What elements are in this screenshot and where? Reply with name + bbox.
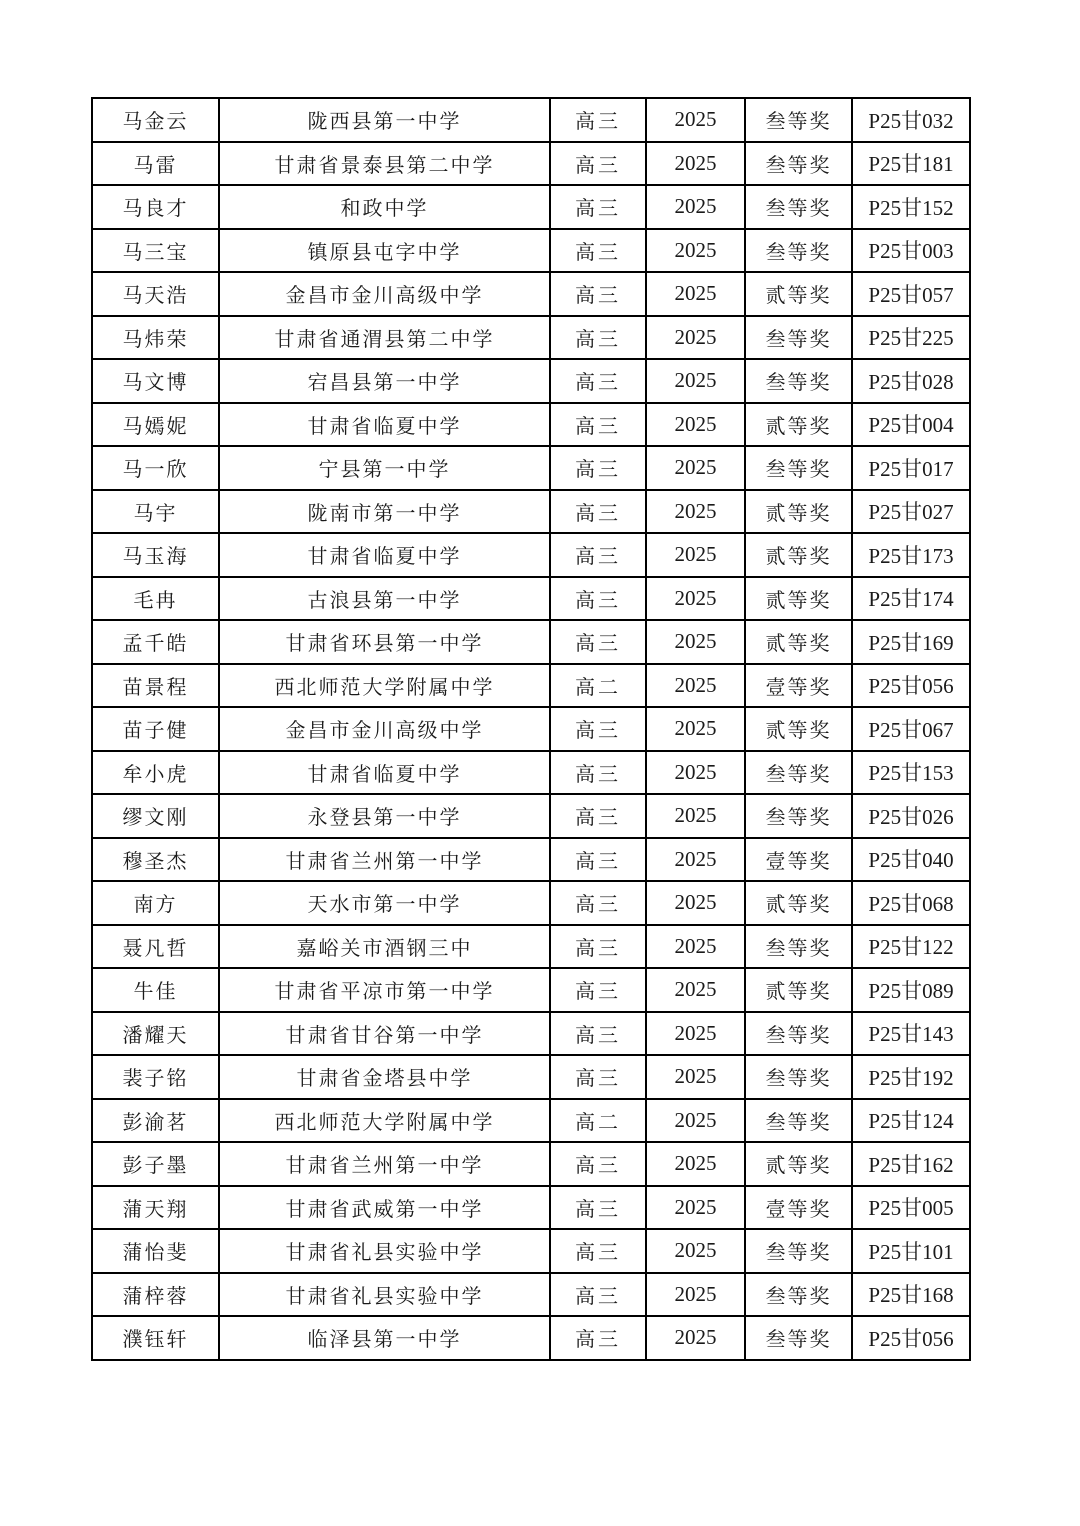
table-row xyxy=(92,925,970,969)
student-name-cell: 马天浩 xyxy=(92,272,219,316)
grade-cell: 高三 xyxy=(550,490,646,534)
certificate-number-cell: P25甘028 xyxy=(852,359,970,403)
award-level-cell: 贰等奖 xyxy=(745,533,852,577)
school-cell: 西北师范大学附属中学 xyxy=(219,1099,550,1143)
school-cell: 天水市第一中学 xyxy=(219,881,550,925)
certificate-number-cell: P25甘005 xyxy=(852,1186,970,1230)
table-row xyxy=(92,446,970,490)
certificate-number-cell: P25甘003 xyxy=(852,229,970,273)
year-cell: 2025 xyxy=(646,403,745,447)
award-level-cell: 贰等奖 xyxy=(745,403,852,447)
student-name-cell: 马炜荣 xyxy=(92,316,219,360)
year-cell: 2025 xyxy=(646,1273,745,1317)
award-level-cell: 叁等奖 xyxy=(745,446,852,490)
award-level-cell: 叁等奖 xyxy=(745,316,852,360)
certificate-number-cell: P25甘068 xyxy=(852,881,970,925)
grade-cell: 高三 xyxy=(550,1055,646,1099)
certificate-number-cell: P25甘192 xyxy=(852,1055,970,1099)
student-name-cell: 聂凡哲 xyxy=(92,925,219,969)
table-row xyxy=(92,533,970,577)
grade-cell: 高三 xyxy=(550,403,646,447)
grade-cell: 高三 xyxy=(550,1012,646,1056)
school-cell: 宁县第一中学 xyxy=(219,446,550,490)
grade-cell: 高三 xyxy=(550,925,646,969)
year-cell: 2025 xyxy=(646,1012,745,1056)
school-cell: 金昌市金川高级中学 xyxy=(219,272,550,316)
award-level-cell: 贰等奖 xyxy=(745,272,852,316)
grade-cell: 高三 xyxy=(550,229,646,273)
year-cell: 2025 xyxy=(646,1055,745,1099)
student-name-cell: 马一欣 xyxy=(92,446,219,490)
school-cell: 金昌市金川高级中学 xyxy=(219,707,550,751)
table-row xyxy=(92,794,970,838)
certificate-number-cell: P25甘225 xyxy=(852,316,970,360)
student-name-cell: 马三宝 xyxy=(92,229,219,273)
table-row xyxy=(92,577,970,621)
award-level-cell: 叁等奖 xyxy=(745,1229,852,1273)
certificate-number-cell: P25甘032 xyxy=(852,98,970,142)
student-name-cell: 马金云 xyxy=(92,98,219,142)
year-cell: 2025 xyxy=(646,316,745,360)
student-name-cell: 潘耀天 xyxy=(92,1012,219,1056)
school-cell: 甘肃省武威第一中学 xyxy=(219,1186,550,1230)
table-row xyxy=(92,1099,970,1143)
certificate-number-cell: P25甘168 xyxy=(852,1273,970,1317)
school-cell: 甘肃省通渭县第二中学 xyxy=(219,316,550,360)
student-name-cell: 毛冉 xyxy=(92,577,219,621)
certificate-number-cell: P25甘153 xyxy=(852,751,970,795)
school-cell: 甘肃省兰州第一中学 xyxy=(219,838,550,882)
grade-cell: 高三 xyxy=(550,316,646,360)
table-row xyxy=(92,316,970,360)
award-level-cell: 叁等奖 xyxy=(745,185,852,229)
year-cell: 2025 xyxy=(646,968,745,1012)
student-name-cell: 孟千皓 xyxy=(92,620,219,664)
table-row xyxy=(92,490,970,534)
table-row xyxy=(92,98,970,142)
year-cell: 2025 xyxy=(646,1099,745,1143)
certificate-number-cell: P25甘162 xyxy=(852,1142,970,1186)
certificate-number-cell: P25甘040 xyxy=(852,838,970,882)
award-level-cell: 叁等奖 xyxy=(745,1273,852,1317)
student-name-cell: 牛佳 xyxy=(92,968,219,1012)
grade-cell: 高三 xyxy=(550,1142,646,1186)
student-name-cell: 濮钰轩 xyxy=(92,1316,219,1360)
certificate-number-cell: P25甘056 xyxy=(852,664,970,708)
school-cell: 镇原县屯字中学 xyxy=(219,229,550,273)
year-cell: 2025 xyxy=(646,490,745,534)
award-level-cell: 叁等奖 xyxy=(745,142,852,186)
grade-cell: 高三 xyxy=(550,272,646,316)
certificate-number-cell: P25甘169 xyxy=(852,620,970,664)
school-cell: 永登县第一中学 xyxy=(219,794,550,838)
certificate-number-cell: P25甘004 xyxy=(852,403,970,447)
certificate-number-cell: P25甘026 xyxy=(852,794,970,838)
certificate-number-cell: P25甘101 xyxy=(852,1229,970,1273)
award-level-cell: 贰等奖 xyxy=(745,707,852,751)
table-row xyxy=(92,403,970,447)
student-name-cell: 缪文刚 xyxy=(92,794,219,838)
table-row xyxy=(92,664,970,708)
year-cell: 2025 xyxy=(646,664,745,708)
table-row xyxy=(92,185,970,229)
student-name-cell: 苗子健 xyxy=(92,707,219,751)
student-name-cell: 裴子铭 xyxy=(92,1055,219,1099)
table-row xyxy=(92,1055,970,1099)
certificate-number-cell: P25甘174 xyxy=(852,577,970,621)
school-cell: 甘肃省景泰县第二中学 xyxy=(219,142,550,186)
year-cell: 2025 xyxy=(646,1316,745,1360)
award-level-cell: 贰等奖 xyxy=(745,577,852,621)
student-name-cell: 南方 xyxy=(92,881,219,925)
year-cell: 2025 xyxy=(646,1142,745,1186)
school-cell: 西北师范大学附属中学 xyxy=(219,664,550,708)
school-cell: 甘肃省临夏中学 xyxy=(219,403,550,447)
year-cell: 2025 xyxy=(646,577,745,621)
grade-cell: 高三 xyxy=(550,185,646,229)
award-level-cell: 叁等奖 xyxy=(745,1012,852,1056)
grade-cell: 高三 xyxy=(550,794,646,838)
certificate-number-cell: P25甘122 xyxy=(852,925,970,969)
grade-cell: 高三 xyxy=(550,1229,646,1273)
school-cell: 甘肃省临夏中学 xyxy=(219,533,550,577)
table-row xyxy=(92,881,970,925)
table-row xyxy=(92,359,970,403)
school-cell: 甘肃省临夏中学 xyxy=(219,751,550,795)
student-name-cell: 马雷 xyxy=(92,142,219,186)
year-cell: 2025 xyxy=(646,707,745,751)
certificate-number-cell: P25甘057 xyxy=(852,272,970,316)
certificate-number-cell: P25甘027 xyxy=(852,490,970,534)
student-name-cell: 牟小虎 xyxy=(92,751,219,795)
school-cell: 甘肃省甘谷第一中学 xyxy=(219,1012,550,1056)
table-row xyxy=(92,751,970,795)
certificate-number-cell: P25甘124 xyxy=(852,1099,970,1143)
grade-cell: 高三 xyxy=(550,1186,646,1230)
certificate-number-cell: P25甘143 xyxy=(852,1012,970,1056)
table-row xyxy=(92,1316,970,1360)
grade-cell: 高三 xyxy=(550,142,646,186)
award-list-body xyxy=(92,98,970,1360)
year-cell: 2025 xyxy=(646,185,745,229)
student-name-cell: 马玉海 xyxy=(92,533,219,577)
student-name-cell: 马文博 xyxy=(92,359,219,403)
grade-cell: 高三 xyxy=(550,838,646,882)
table-row xyxy=(92,838,970,882)
school-cell: 古浪县第一中学 xyxy=(219,577,550,621)
grade-cell: 高三 xyxy=(550,446,646,490)
student-name-cell: 蒲天翔 xyxy=(92,1186,219,1230)
table-row xyxy=(92,707,970,751)
year-cell: 2025 xyxy=(646,881,745,925)
award-level-cell: 贰等奖 xyxy=(745,881,852,925)
school-cell: 甘肃省礼县实验中学 xyxy=(219,1229,550,1273)
grade-cell: 高三 xyxy=(550,1316,646,1360)
school-cell: 甘肃省平凉市第一中学 xyxy=(219,968,550,1012)
grade-cell: 高三 xyxy=(550,881,646,925)
table-row xyxy=(92,272,970,316)
year-cell: 2025 xyxy=(646,620,745,664)
school-cell: 和政中学 xyxy=(219,185,550,229)
grade-cell: 高三 xyxy=(550,359,646,403)
award-level-cell: 贰等奖 xyxy=(745,1142,852,1186)
year-cell: 2025 xyxy=(646,98,745,142)
table-row xyxy=(92,1186,970,1230)
student-name-cell: 蒲梓蓉 xyxy=(92,1273,219,1317)
award-level-cell: 叁等奖 xyxy=(745,1055,852,1099)
certificate-number-cell: P25甘017 xyxy=(852,446,970,490)
table-row xyxy=(92,142,970,186)
grade-cell: 高二 xyxy=(550,664,646,708)
year-cell: 2025 xyxy=(646,1186,745,1230)
student-name-cell: 苗景程 xyxy=(92,664,219,708)
year-cell: 2025 xyxy=(646,794,745,838)
year-cell: 2025 xyxy=(646,446,745,490)
table-row xyxy=(92,968,970,1012)
school-cell: 嘉峪关市酒钢三中 xyxy=(219,925,550,969)
certificate-number-cell: P25甘181 xyxy=(852,142,970,186)
award-level-cell: 贰等奖 xyxy=(745,490,852,534)
table-row xyxy=(92,229,970,273)
grade-cell: 高二 xyxy=(550,1099,646,1143)
award-level-cell: 叁等奖 xyxy=(745,1099,852,1143)
year-cell: 2025 xyxy=(646,1229,745,1273)
school-cell: 甘肃省金塔县中学 xyxy=(219,1055,550,1099)
award-level-cell: 叁等奖 xyxy=(745,751,852,795)
table-row xyxy=(92,1229,970,1273)
grade-cell: 高三 xyxy=(550,577,646,621)
grade-cell: 高三 xyxy=(550,98,646,142)
student-name-cell: 马宇 xyxy=(92,490,219,534)
table-row xyxy=(92,1142,970,1186)
school-cell: 甘肃省兰州第一中学 xyxy=(219,1142,550,1186)
year-cell: 2025 xyxy=(646,229,745,273)
student-name-cell: 彭渝茗 xyxy=(92,1099,219,1143)
school-cell: 甘肃省环县第一中学 xyxy=(219,620,550,664)
certificate-number-cell: P25甘089 xyxy=(852,968,970,1012)
year-cell: 2025 xyxy=(646,359,745,403)
grade-cell: 高三 xyxy=(550,533,646,577)
award-level-cell: 叁等奖 xyxy=(745,794,852,838)
school-cell: 甘肃省礼县实验中学 xyxy=(219,1273,550,1317)
grade-cell: 高三 xyxy=(550,968,646,1012)
award-list-table xyxy=(91,97,971,1361)
year-cell: 2025 xyxy=(646,925,745,969)
award-level-cell: 贰等奖 xyxy=(745,620,852,664)
grade-cell: 高三 xyxy=(550,751,646,795)
certificate-number-cell: P25甘152 xyxy=(852,185,970,229)
certificate-number-cell: P25甘067 xyxy=(852,707,970,751)
year-cell: 2025 xyxy=(646,142,745,186)
award-level-cell: 壹等奖 xyxy=(745,1186,852,1230)
year-cell: 2025 xyxy=(646,533,745,577)
table-row xyxy=(92,620,970,664)
school-cell: 临泽县第一中学 xyxy=(219,1316,550,1360)
table-row xyxy=(92,1273,970,1317)
award-level-cell: 叁等奖 xyxy=(745,925,852,969)
student-name-cell: 穆圣杰 xyxy=(92,838,219,882)
table-row xyxy=(92,1012,970,1056)
grade-cell: 高三 xyxy=(550,1273,646,1317)
award-level-cell: 叁等奖 xyxy=(745,359,852,403)
award-level-cell: 叁等奖 xyxy=(745,98,852,142)
year-cell: 2025 xyxy=(646,838,745,882)
award-level-cell: 贰等奖 xyxy=(745,968,852,1012)
grade-cell: 高三 xyxy=(550,707,646,751)
grade-cell: 高三 xyxy=(550,620,646,664)
school-cell: 宕昌县第一中学 xyxy=(219,359,550,403)
certificate-number-cell: P25甘173 xyxy=(852,533,970,577)
student-name-cell: 马嫣妮 xyxy=(92,403,219,447)
student-name-cell: 蒲怡斐 xyxy=(92,1229,219,1273)
award-level-cell: 叁等奖 xyxy=(745,1316,852,1360)
year-cell: 2025 xyxy=(646,751,745,795)
student-name-cell: 马良才 xyxy=(92,185,219,229)
school-cell: 陇南市第一中学 xyxy=(219,490,550,534)
award-level-cell: 壹等奖 xyxy=(745,664,852,708)
award-level-cell: 壹等奖 xyxy=(745,838,852,882)
award-level-cell: 叁等奖 xyxy=(745,229,852,273)
year-cell: 2025 xyxy=(646,272,745,316)
student-name-cell: 彭子墨 xyxy=(92,1142,219,1186)
certificate-number-cell: P25甘056 xyxy=(852,1316,970,1360)
school-cell: 陇西县第一中学 xyxy=(219,98,550,142)
